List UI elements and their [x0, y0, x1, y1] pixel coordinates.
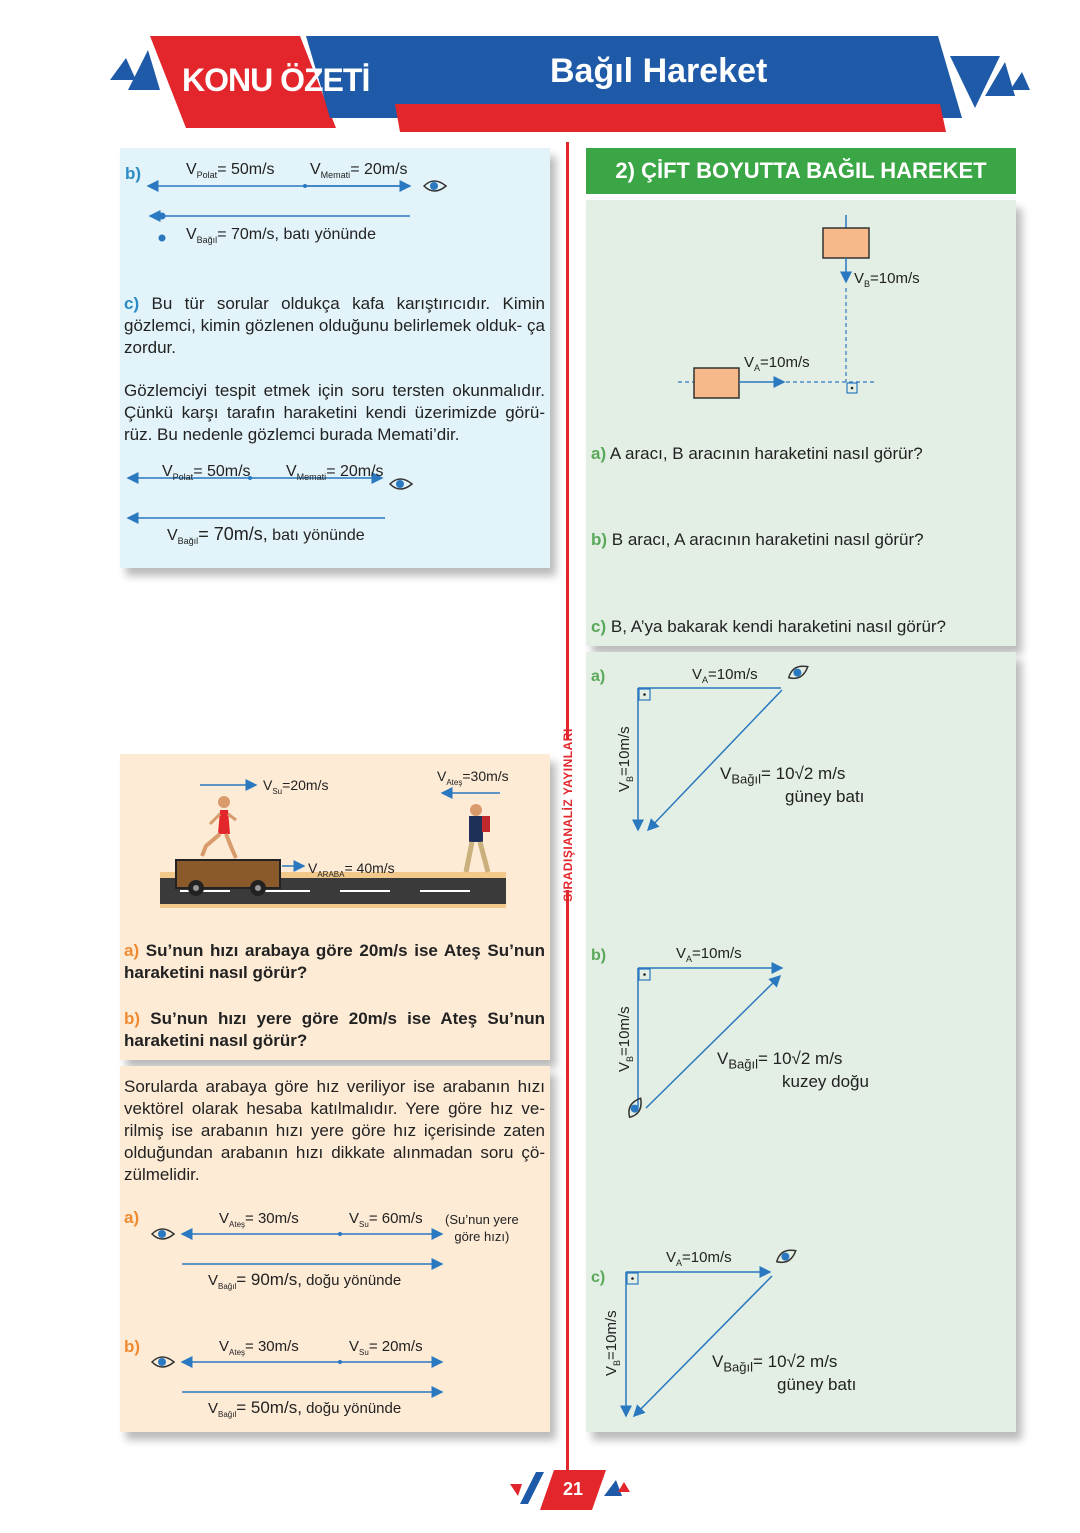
answer-b-vb: $V_B=10m/s$: [616, 1006, 635, 1072]
eye-icon: [152, 1357, 174, 1367]
v-ates-label: $V_{Ateş}=30m/s$: [437, 768, 509, 787]
answer-c-va: $V_A=10m/s$: [666, 1249, 732, 1268]
answer-c-direction: güney batı: [777, 1375, 857, 1394]
v-polat-label: $V_{Polat}= 50m/s$: [186, 161, 275, 181]
sa-v-bagil: $V_{Bağıl}= 90m/s$, doğu yönünde: [208, 1270, 402, 1291]
answer-c-paragraph: c) Bu tür sorular oldukça kafa karıştırıcıdır. Kimin gözlemci, kimin gözlenen olduğunu belirlemek olduk- ça zordur.: [124, 294, 545, 357]
answer-c-vb: $V_B=10m/s$: [603, 1310, 622, 1376]
answer-b-label: b): [125, 164, 142, 183]
eye-icon: [625, 1096, 645, 1120]
answer-a-direction: güney batı: [785, 787, 865, 806]
eye-icon: [152, 1229, 174, 1239]
question-b: b) Su’nun hızı yere göre 20m/s ise Ateş Su’nun haraketini nasıl görür?: [124, 1009, 545, 1050]
answer-b-label-right: b): [591, 947, 607, 964]
header-badge: KONU ÖZETİ: [182, 62, 370, 98]
solution-a-label: a): [124, 1208, 140, 1227]
answer-b-va: $V_A=10m/s$: [676, 945, 742, 964]
observer-paragraph: Gözlemciyi tespit etmek için soru tersten okunmalıdır. Çünkü karşı tarafın haraketini kendi üzerimizde görü- rüz. Bu nedenle gözlemci burada Memati’dir.: [124, 381, 545, 444]
right-question-a: a) A aracı, B aracının haraketini nasıl görür?: [591, 444, 923, 463]
sb-v-su: $V_{Su}= 20m/s$: [349, 1338, 423, 1357]
page-header: [0, 0, 1080, 140]
answer-c-bagil: $V_{Bağıl}= 10√2$ m/s: [712, 1352, 838, 1375]
v-memati-label: $V_{Memati}= 20m/s$: [310, 161, 408, 181]
page-number: 21: [562, 1479, 584, 1499]
v-su-label: $V_{Su}=20m/s$: [263, 777, 329, 796]
v-polat-label-2: $V_{Polat}= 50m/s$: [162, 463, 251, 483]
question-a: a) Su’nun hızı arabaya göre 20m/s ise Ateş Su’nun haraketini nasıl görür?: [124, 941, 545, 982]
eye-icon: [774, 1246, 798, 1266]
eye-icon: [390, 479, 412, 489]
answer-a-bagil: $V_{Bağıl}= 10√2$ m/s: [720, 764, 846, 787]
left-logo-icon: [110, 58, 136, 80]
walker-icon: [466, 804, 490, 872]
car-b-icon: [823, 228, 869, 258]
sb-v-bagil: $V_{Bağıl}= 50m/s$, doğu yönünde: [208, 1398, 402, 1419]
v-araba-label: $V_{ARABA}= 40m/s$: [308, 860, 395, 879]
v-memati-label-2: $V_{Memati}= 20m/s$: [286, 463, 384, 483]
v-bagil-label: $V_{Bağıl}= 70m/s$, batı yönünde: [186, 226, 376, 246]
explanation-paragraph: Sorularda arabaya göre hız veriliyor ise arabanın hızı vektörel olarak hesaba katılmalıdır. Yere göre hız ve- rilmiş ise arabanın hızı yere göre hız içerisinde zaten olduğundan arabanın hızı dikkate alınmadan soru çö- zülmelidir.: [124, 1077, 545, 1184]
two-car-diagram: [586, 200, 1016, 410]
sa-v-ates: $V_{Ateş}= 30m/s$: [219, 1210, 299, 1229]
answer-a-label: a): [591, 668, 606, 685]
sb-v-ates: $V_{Ateş}= 30m/s$: [219, 1338, 299, 1357]
answer-b-direction: kuzey doğu: [782, 1072, 869, 1091]
solution-b-label: b): [124, 1337, 141, 1356]
runner-icon: [202, 796, 236, 858]
section-title: 2) ÇİFT BOYUTTA BAĞIL HAREKET: [615, 158, 987, 183]
answer-c-label-right: c): [591, 1269, 606, 1286]
eye-icon: [786, 662, 810, 682]
car-a-icon: [694, 368, 739, 398]
page-title: Bağıl Hareket: [550, 52, 768, 90]
va-label-top: $V_A=10m/s$: [744, 354, 810, 373]
answer-b-bagil: $V_{Bağıl}= 10√2$ m/s: [717, 1049, 843, 1072]
sa-v-su: $V_{Su}= 60m/s$: [349, 1210, 423, 1229]
vb-label-top: $V_B=10m/s$: [854, 270, 920, 289]
right-logo-icon: [950, 56, 1000, 108]
right-question-c: c) B, A’ya bakarak kendi haraketini nasıl görür?: [591, 617, 947, 636]
right-question-b: b) B aracı, A aracının haraketini nasıl görür?: [591, 530, 924, 549]
sa-note: (Su’nun yere göre hızı): [445, 1212, 519, 1244]
publisher-spine: SIRADIŞIANALİZ YAYINLARI: [561, 728, 575, 902]
answer-a-vb: $V_B=10m/s$: [616, 726, 635, 792]
answer-a-va: $V_A=10m/s$: [692, 666, 758, 685]
v-bagil-label-2: $V_{Bağıl}= 70m/s$, batı yönünde: [167, 524, 365, 547]
eye-icon: [424, 181, 446, 191]
